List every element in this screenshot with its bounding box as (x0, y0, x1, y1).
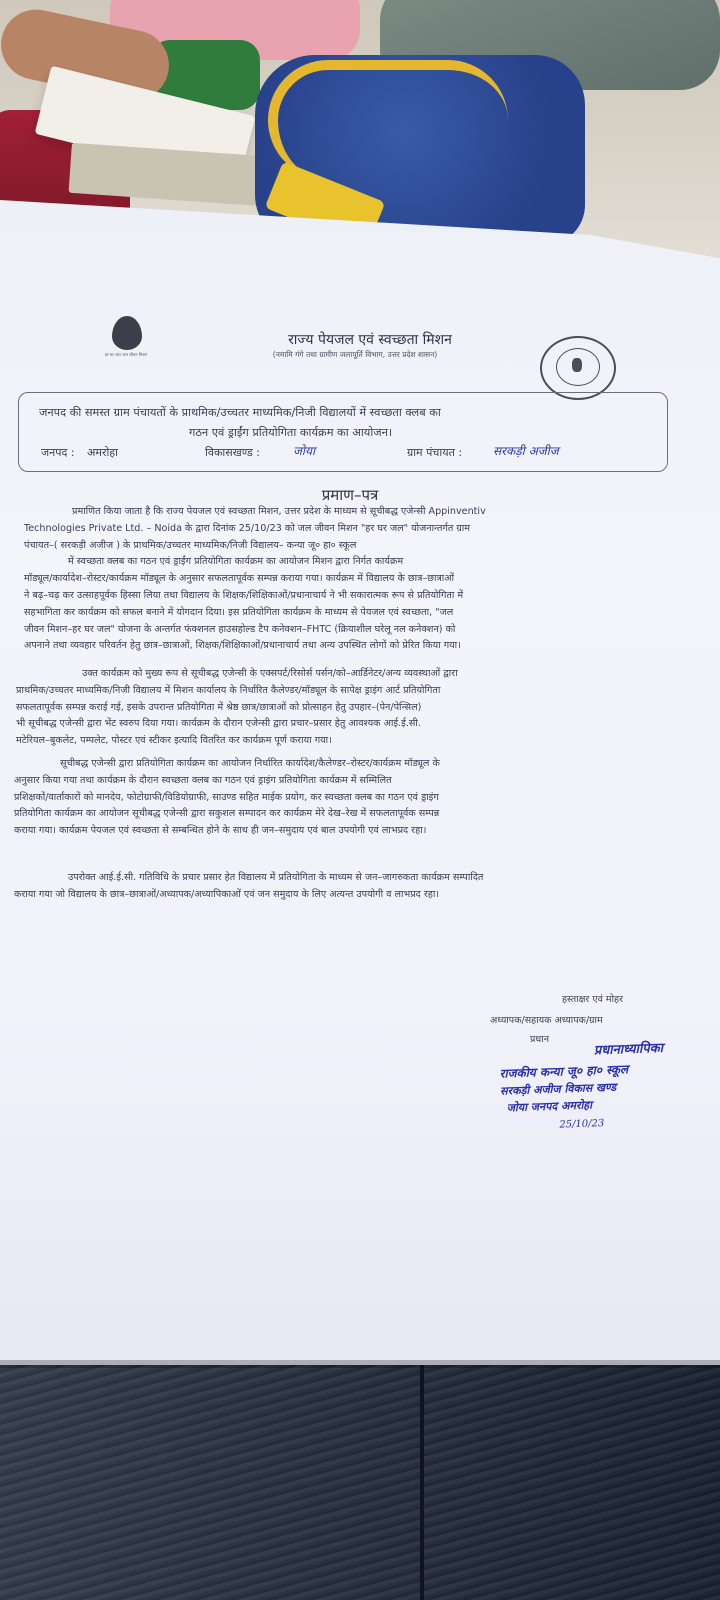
paragraph-line: पंचायत–( सरकड़ी अजीज ) के प्राथमिक/उच्चतर माध्यमिक/निजी विद्यालय– कन्या जू० हा० स्कूल (24, 539, 357, 551)
paragraph-line: जीवन मिशन–हर घर जल" योजना के अन्तर्गत फंक्शनल हाउसहोल्ड टैप कनेक्शन–FHTC (क्रियाशील घरेलू नल कनेक्शन) को (24, 623, 456, 635)
paragraph-line: अनुसार किया गया तथा कार्यक्रम के दौरान स्वच्छता क्लब का गठन एवं ड्राइंग प्रतियोगिता कार्यक्रम में सम्मिलित (14, 774, 392, 786)
stamp-line: सरकड़ी अजीज विकास खण्ड (499, 1080, 617, 1098)
paragraph-line: मॉड्यूल/कार्यादेश–रोस्टर/कार्यक्रम मॉड्यूल के अनुसार सफलतापूर्वक सम्पन्न कराया गया। कार्यक्रम में विद्यालय के छात्र–छात्राओं (24, 573, 455, 585)
emblem-center (572, 358, 582, 372)
paragraph-line: सूचीबद्ध एजेन्सी द्वारा प्रतियोगिता कार्यक्रम का आयोजन निर्धारित कार्यादेश/कैलेण्डर–रोस्टर/कार्यक्रम मॉड्यूल के (60, 758, 440, 769)
paragraph-line: भी सूचीबद्ध एजेन्सी द्वारा भेंट स्वरुप दिया गया। कार्यक्रम के दौरान एजेन्सी द्वारा प्रचार–प्रसार हेतु आवश्यक आई.ई.सी. (16, 718, 421, 730)
panchayat-value: सरकड़ी अजीज (493, 444, 559, 458)
paragraph-line: प्रमाणित किया जाता है कि राज्य पेयजल एवं स्वच्छता मिशन, उत्तर प्रदेश के माध्यम से सूचीबद्ध एजेन्सी Appinventiv (72, 506, 486, 517)
district-label: जनपद : (41, 446, 75, 459)
background-jeans-fold (420, 1360, 424, 1600)
stamp-line: जोया जनपद अमरोहा (506, 1098, 593, 1115)
stamp-date: 25/10/23 (559, 1118, 605, 1131)
paragraph-line: प्राथमिक/उच्चतर माध्यमिक/निजी विद्यालय में मिशन कार्यालय के निर्धारित कैलेण्डर/मॉड्यूल के सापेक्ष ड्राइंग आर्ट प्रतियोगिता (16, 684, 441, 696)
paragraph-line: उक्त कार्यक्रम को मुख्य रूप से सूचीबद्ध एजेन्सी के एक्सपर्ट/रिसोर्स पर्सन/को–आर्डिनेटर/अन्य व्यवस्थाओं द्वारा (82, 668, 458, 679)
paragraph-3 (14, 756, 690, 840)
stamp-line: प्रधानाध्यापिका (593, 1040, 664, 1059)
stamp-line: राजकीय कन्या जू० हा० स्कूल (499, 1062, 629, 1081)
paragraph-line: कराया गया। कार्यक्रम पेयजल एवं स्वच्छता से सम्बन्धित होने के साथ ही जन–समुदाय एवं बाल उपयोगी एवं लाभप्रद रहा। (14, 825, 427, 837)
logo-text: हर घर जल जल जीवन मिशन (104, 352, 148, 357)
paragraph-line: ने बढ़–चढ़ कर उत्साहपूर्वक हिस्सा लिया तथा विद्यालय के शिक्षक/शिक्षिकाओं/प्रधानाचार्य ने भी सकारात्मक रूप से प्रतियोगिता में (24, 589, 464, 601)
paragraph-1 (24, 504, 688, 655)
program-info-box (18, 392, 668, 472)
paragraph-line: प्रशिक्षकों/वार्ताकारों को मानदेय, फोटोग्राफी/विडियोग्राफी, साउण्ड सहित माईक प्रयोग, कर स्वच्छता क्लब का गठन एवं ड्राइंग (14, 791, 439, 803)
paragraph-4 (14, 870, 694, 904)
background-bag-strap (268, 60, 508, 180)
paragraph-line: सफलतापूर्वक सम्पन्न कराई गई, इसके उपरान्त प्रतियोगिता में श्रेष्ठ छात्र/छात्राओं को प्रोत्साहन हेतु उपहार–(पेन/पेन्सिल) (16, 701, 422, 713)
paragraph-line: कराया गया जो विद्यालय के छात्र–छात्राओं/अध्यापक/अध्यापिकाओं एवं जन समुदाय के लिए अत्यन्त उपयोगी व लाभप्रद रहा। (14, 888, 439, 900)
paragraph-line: मटेरियल–बुकलेट, पम्पलेट, पोस्टर एवं स्टीकर इत्यादि वितरित कर कार्यक्रम पूर्ण कराया गया। (16, 735, 332, 747)
paragraph-line: प्रतियोगिता कार्यक्रम का आयोजन सूचीबद्ध एजेन्सी द्वारा सकुशल सम्पादन कर कार्यक्रम मेरे देख–रेख में सफलतापूर्वक सम्पन्न (14, 808, 440, 820)
district-value: अमरोहा (87, 446, 119, 459)
paragraph-line: उपरोक्त आई.ई.सी. गतिविधि के प्रचार प्रसार हेत विद्यालय में प्रतियोगिता के माध्यम से जन–जागरुकता कार्यक्रम सम्पादित (68, 872, 484, 883)
signature-role: अध्यापक/सहायक अध्यापक/ग्राम (490, 1015, 603, 1026)
paragraph-line: Technologies Private Ltd. – Noida के द्वारा दिनांक 25/10/23 को जल जीवन मिशन "हर घर जल" योजनान्तर्गत ग्राम (24, 522, 471, 534)
certificate-title: प्रमाण–पत्र (321, 486, 379, 504)
signature-role-2: प्रधान (530, 1034, 549, 1045)
block-value: जोया (293, 444, 316, 458)
paragraph-line: सहभागिता कर कार्यक्रम को सफल बनाने में योगदान दिया। इस प्रतियोगिता कार्यक्रम के माध्यम से पेयजल एवं स्वच्छता, "जल (24, 606, 454, 618)
header-subtitle: (नमामि गंगे तथा ग्रामीण जलापूर्ति विभाग, उत्तर प्रदेश शासन) (272, 350, 438, 359)
school-stamp (499, 1036, 712, 1132)
paper-shadow (0, 1360, 720, 1368)
paragraph-2 (16, 666, 688, 750)
up-government-emblem-icon (540, 336, 616, 400)
paragraph-line: में स्वच्छता क्लब का गठन एवं ड्राईंग प्रतियोगिता कार्यक्रम का आयोजन मिशन द्वारा निर्गत कार्यक्रम (68, 556, 404, 568)
background-jeans-light (0, 1360, 720, 1600)
info-line-1: जनपद की समस्त ग्राम पंचायतों के प्राथमिक/उच्चतर माध्यमिक/निजी विद्यालयों में स्वच्छता क्लब का (39, 406, 441, 419)
paragraph-line: अपनाने तथा व्यवहार परिवर्तन हेतु छात्र–छात्राओं, शिक्षक/शिक्षिकाओं/प्रधानाचार्य तथा अन्य उपस्थित लोगों को प्रेरित किया गया। (24, 640, 461, 652)
header-title: राज्य पेयजल एवं स्वच्छता मिशन (288, 332, 452, 348)
signature-label: हस्ताक्षर एवं मोहर (562, 994, 623, 1005)
jal-jeevan-mission-logo (104, 316, 148, 372)
water-drop-icon (112, 316, 142, 350)
info-line-2: गठन एवं ड्राईंग प्रतियोगिता कार्यक्रम का आयोजन। (189, 426, 393, 439)
panchayat-label: ग्राम पंचायत : (407, 446, 463, 459)
block-label: विकासखण्ड : (205, 446, 261, 459)
